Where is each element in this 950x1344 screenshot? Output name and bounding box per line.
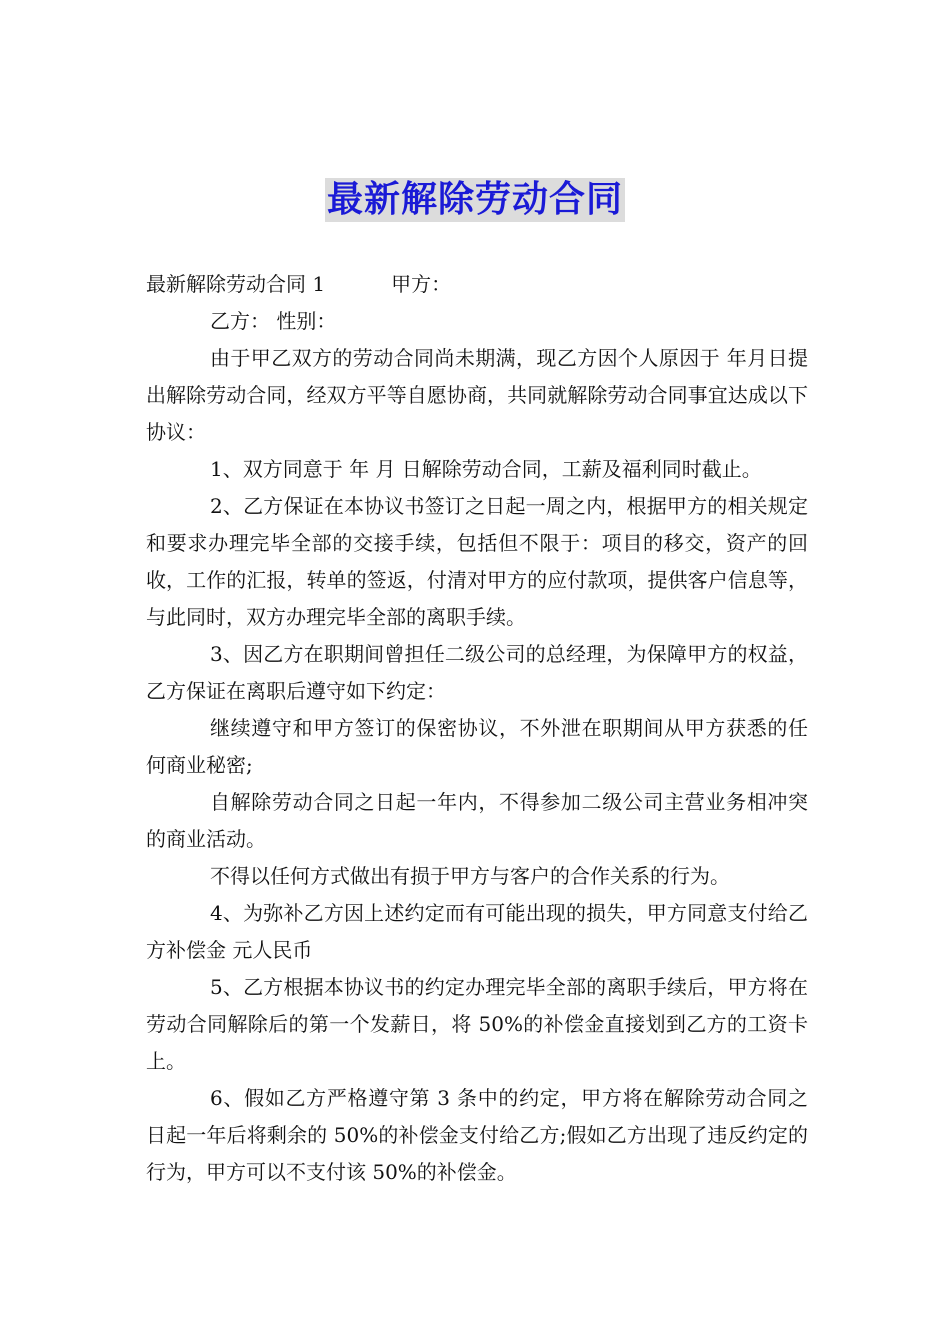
header-right: 甲方： [391, 272, 452, 296]
paragraph-clause-6: 6、假如乙方严格遵守第 3 条中的约定，甲方将在解除劳动合同之日起一年后将剩余的 50%的补偿金支付给乙方;假如乙方出现了违反约定的行为，甲方可以不支付该 50%的补偿金。 [146, 1086, 808, 1184]
document-body [146, 266, 808, 1191]
paragraph-intro: 由于甲乙双方的劳动合同尚未期满，现乙方因个人原因于 年月日提出解除劳动合同，经双方平等自愿协商，共同就解除劳动合同事宜达成以下协议： [146, 346, 808, 444]
document-title: 最新解除劳动合同 [326, 179, 623, 220]
paragraph-clause-1: 1、双方同意于 年 月 日解除劳动合同，工薪及福利同时截止。 [210, 457, 762, 481]
header-line [146, 266, 808, 303]
party-b-line: 乙方： 性别： [210, 309, 337, 333]
paragraph-clause-4: 4、为弥补乙方因上述约定而有可能出现的损失，甲方同意支付给乙方补偿金 元人民币 [146, 901, 808, 962]
paragraph-clause-3b: 自解除劳动合同之日起一年内，不得参加二级公司主营业务相冲突的商业活动。 [146, 790, 808, 851]
title-container [0, 178, 950, 222]
paragraph-clause-2: 2、乙方保证在本协议书签订之日起一周之内，根据甲方的相关规定和要求办理完毕全部的交接手续，包括但不限于：项目的移交，资产的回收，工作的汇报，转单的签返，付清对甲方的应付款项，提供客户信息等，与此同时，双方办理完毕全部的离职手续。 [146, 494, 808, 629]
paragraph-clause-5: 5、乙方根据本协议书的约定办理完毕全部的离职手续后，甲方将在劳动合同解除后的第一个发薪日，将 50%的补偿金直接划到乙方的工资卡上。 [146, 975, 808, 1073]
paragraph-clause-3c: 不得以任何方式做出有损于甲方与客户的合作关系的行为。 [210, 864, 730, 888]
paragraph-clause-3: 3、因乙方在职期间曾担任二级公司的总经理，为保障甲方的权益，乙方保证在离职后遵守如下约定： [146, 642, 808, 703]
header-left: 最新解除劳动合同 1 [146, 272, 326, 296]
paragraph-clause-3a: 继续遵守和甲方签订的保密协议，不外泄在职期间从甲方获悉的任何商业秘密; [146, 716, 808, 777]
